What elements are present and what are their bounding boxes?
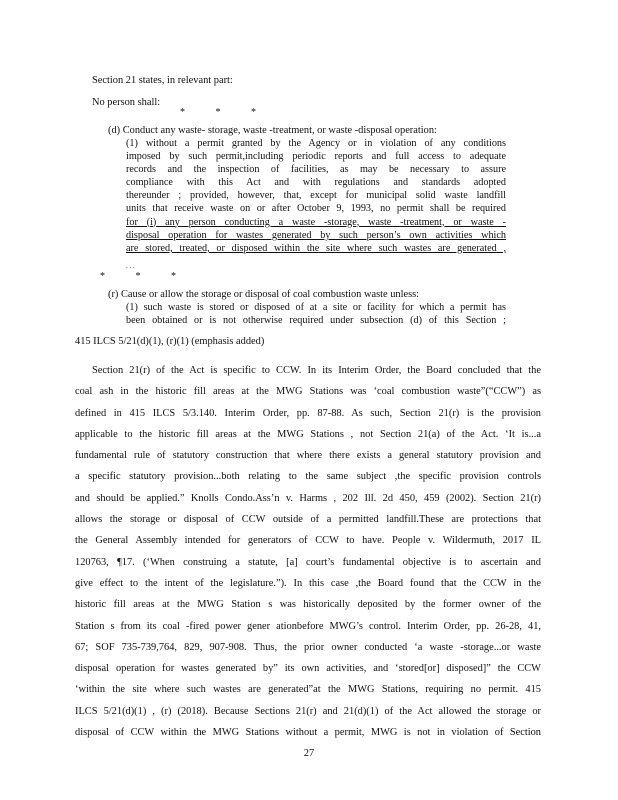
emphasized-line: are stored, treated, or disposed within the site where such wastes are generated ,	[126, 242, 506, 254]
page-number: 27	[303, 748, 315, 759]
paragraph-line: a specific statutory provision...both relating to the same subject ,the specific provision controls	[75, 471, 541, 483]
subsection-d-heading: (d) Conduct any waste- storage, waste -treatment, or waste -disposal operation:	[108, 125, 437, 136]
intro-line: Section 21 states, in relevant part:	[92, 75, 233, 86]
paragraph-line: Section 21(r) of the Act is specific to CCW. In its Interim Order, the Board concluded that the	[92, 365, 541, 376]
emphasized-line: for (i) any person conducting a waste -storage, waste -treatment, or waste -	[126, 216, 506, 228]
paragraph-line: allows the storage or disposal of CCW outside of a permitted landfill.These are protections that	[75, 514, 541, 526]
subsection-d-line: (1) without a permit granted by the Agency or in violation of any conditions	[126, 138, 506, 149]
subsection-r-body	[126, 301, 506, 327]
emphasized-line: disposal operation for wastes generated by such person’s own activities which	[126, 229, 506, 241]
subsection-r-heading: (r) Cause or allow the storage or disposal of coal combustion waste unless:	[108, 289, 420, 300]
paragraph-line: fundamental rule of statutory construction that where there exists a general statutory provision and	[75, 450, 541, 462]
paragraph-line: ‘within the site where such wastes are generated”at the MWG Stations, requiring no permit. 415	[75, 684, 541, 696]
subsection-d-line: records and the inspection of facilities, as may be necessary to assure	[126, 164, 506, 176]
paragraph-line: 67; SOF 735-739,764, 829, 907-908. Thus, the prior owner conducted ‘a waste -storage...or waste	[75, 641, 541, 653]
paragraph-line: ILCS 5/21(d)(1) , (r) (2018). Because Sections 21(r) and 21(d)(1) of the Act allowed the storage or	[75, 705, 541, 717]
paragraph-line: historic fill areas at the MWG Station s was historically deposited by the former owner of the	[75, 599, 541, 611]
subsection-d-line: units that receive waste on or after October 9, 1993, no permit shall be required	[126, 203, 506, 215]
statute-citation: 415 ILCS 5/21(d)(1), (r)(1) (emphasis added)	[75, 336, 265, 347]
paragraph-line: Station s from its coal -fired power gener ationbefore MWG’s control. Interim Order, pp. 26-28, 41,	[75, 620, 541, 632]
paragraph-line: coal ash in the historic fill areas at the MWG Stations was ‘coal combustion waste”(“CCW”) as	[75, 386, 541, 398]
subsection-d-trailing: . . .	[126, 262, 135, 270]
argument-paragraph	[75, 360, 541, 743]
paragraph-line: disposal of CCW within the MWG Stations without a permit, MWG is not in violation of Section	[75, 727, 541, 739]
paragraph-line: applicable to the historic fill areas at the MWG Stations , not Section 21(a) of the Act. ‘It is...a	[75, 428, 541, 440]
ellipsis-stars-1: * * *	[180, 107, 256, 118]
paragraph-line: and should be applied.” Knolls Condo.Ass’n v. Harms , 202 Ill. 2d 450, 459 (2002). Section 21(r)	[75, 492, 541, 504]
ellipsis-stars-2: * * *	[100, 271, 176, 282]
paragraph-line: the General Assembly intended for generators of CCW to have. People v. Wildermuth, 2017 IL	[75, 535, 541, 547]
subsection-d-line: thereunder ; provided, however, that, except for municipal solid waste landfill	[126, 190, 506, 202]
subsection-d-body	[126, 137, 506, 255]
subsection-r-line: been obtained or is not otherwise required under subsection (d) of this Section ;	[126, 315, 506, 327]
no-person-line: No person shall:	[92, 97, 161, 108]
subsection-r-line: (1) such waste is stored or disposed of at a site or facility for which a permit has	[126, 302, 506, 313]
paragraph-line: disposal operation for wastes generated by” its own activities, and ‘stored[or] disposed]” the CCW	[75, 663, 541, 675]
paragraph-line: 120763, ¶17. (‘When construing a statute, [a] court’s fundamental objective is to ascertain and	[75, 556, 541, 568]
subsection-d-line: compliance with this Act and with regulations and standards adopted	[126, 177, 506, 189]
paragraph-line: give effect to the intent of the legislature.”). In this case ,the Board found that the CCW in the	[75, 577, 541, 589]
subsection-d-line: imposed by such permit,including periodic reports and full access to adequate	[126, 151, 506, 163]
paragraph-line: defined in 415 ILCS 5/3.140. Interim Order, pp. 87-88. As such, Section 21(r) is the provision	[75, 407, 541, 419]
